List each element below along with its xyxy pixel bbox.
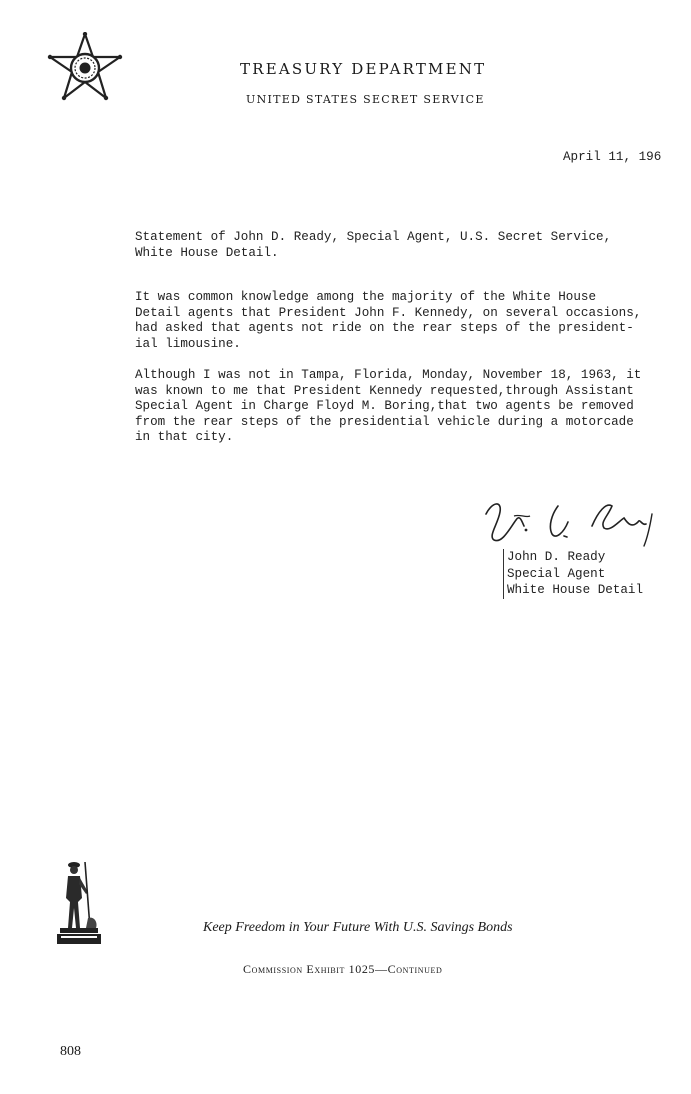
signer-name: John D. Ready — [507, 550, 606, 564]
statement-line: Statement of John D. Ready, Special Agent, U.S. Secret Service, — [135, 230, 612, 244]
statement-line: White House Detail. — [135, 245, 279, 260]
paragraph-line: had asked that agents not ride on the rear steps of the president- — [135, 321, 634, 336]
paragraph-line: It was common knowledge among the majority of the White House — [135, 290, 597, 304]
letterhead-service: UNITED STATES SECRET SERVICE — [246, 93, 485, 106]
secret-service-star-badge-icon — [44, 32, 126, 104]
signer-title: Special Agent — [507, 566, 606, 581]
statement-heading — [135, 230, 691, 261]
commission-exhibit-label: Commission Exhibit 1025—Continued — [243, 962, 443, 976]
letter-date: April 11, 196 — [563, 150, 662, 164]
letterhead-department: TREASURY DEPARTMENT — [240, 60, 487, 78]
minuteman-statue-icon — [52, 858, 104, 946]
paragraph-common-knowledge — [135, 290, 691, 352]
paragraph-line: Special Agent in Charge Floyd M. Boring,that two agents be removed — [135, 399, 634, 414]
handwritten-signature — [480, 492, 660, 548]
signer-unit: White House Detail — [507, 583, 644, 597]
paragraph-line: from the rear steps of the presidential vehicle during a motorcade — [135, 414, 634, 429]
paragraph-line: ial limousine. — [135, 336, 241, 351]
paragraph-line: Detail agents that President John F. Kennedy, on several occasions, — [135, 305, 642, 320]
page-number: 808 — [60, 1044, 81, 1059]
signature-block — [503, 549, 643, 599]
paragraph-line: in that city. — [135, 430, 234, 445]
paragraph-line: Although I was not in Tampa, Florida, Monday, November 18, 1963, it — [135, 368, 642, 382]
paragraph-tampa-motorcade — [135, 368, 691, 446]
savings-bonds-slogan: Keep Freedom in Your Future With U.S. Savings Bonds — [203, 920, 513, 935]
paragraph-line: was known to me that President Kennedy requested,through Assistant — [135, 383, 634, 398]
